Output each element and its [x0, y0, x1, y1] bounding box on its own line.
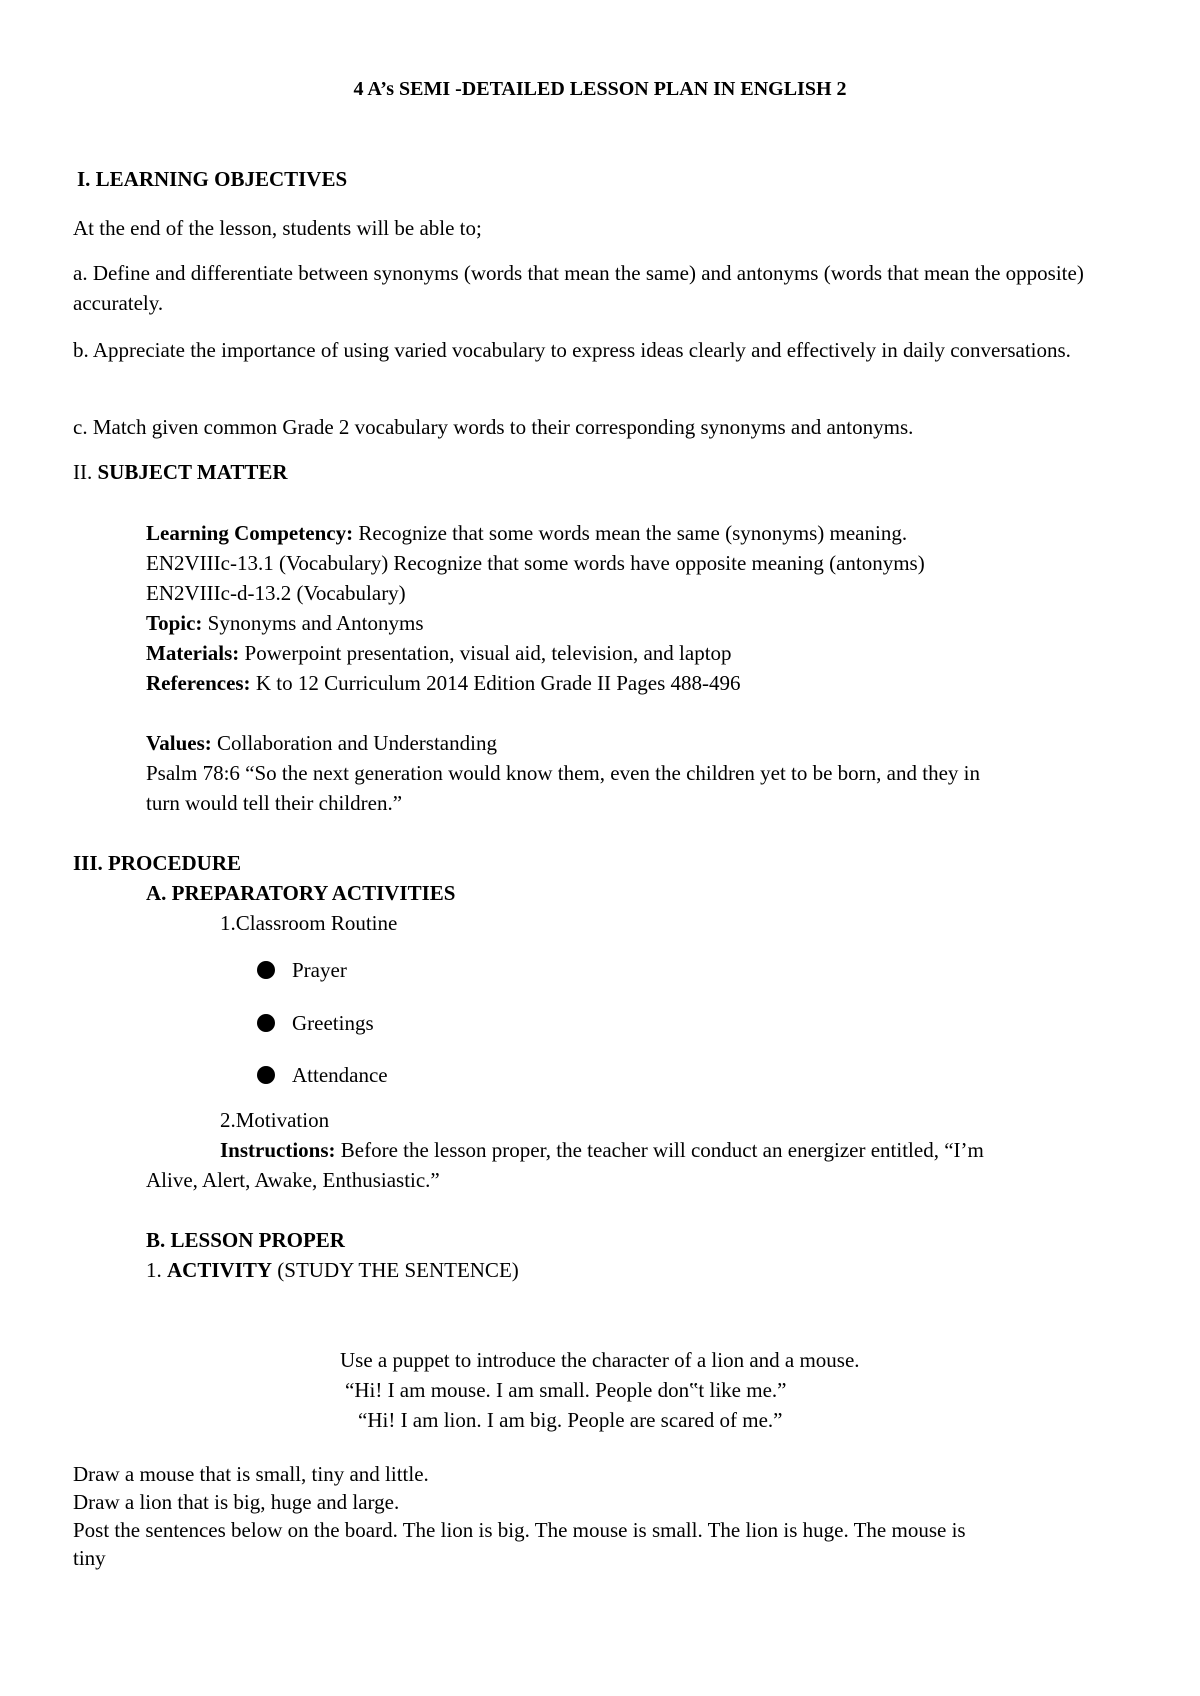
- instructions-label: Instructions:: [220, 1138, 336, 1162]
- routine-item-prayer: [257, 955, 347, 985]
- activity-label: ACTIVITY: [167, 1258, 273, 1282]
- activity-subtitle: (STUDY THE SENTENCE): [277, 1258, 519, 1282]
- puppet-line-3: “Hi! I am lion. I am big. People are scared of me.”: [358, 1408, 783, 1432]
- routine-item-label: Greetings: [292, 1011, 374, 1035]
- objective-c: c. Match given common Grade 2 vocabulary words to their corresponding synonyms and antonyms.: [73, 415, 914, 439]
- instructions-line: [220, 1135, 1140, 1165]
- activity-number: 1.: [146, 1258, 162, 1282]
- objectives-heading: I. LEARNING OBJECTIVES: [77, 167, 348, 191]
- competency-line-2: EN2VIIIc-13.1 (Vocabulary) Recognize that some words have opposite meaning (antonyms): [146, 551, 925, 575]
- routine-item-label: Prayer: [292, 958, 347, 982]
- objective-b: b. Appreciate the importance of using varied vocabulary to express ideas clearly and effectively in daily conversations.: [73, 338, 1071, 362]
- lesson-proper-heading: B. LESSON PROPER: [146, 1228, 345, 1252]
- bullet-icon: [257, 1066, 275, 1084]
- routine-item-greetings: [257, 1008, 374, 1038]
- draw-line-2: Draw a lion that is big, huge and large.: [73, 1490, 400, 1514]
- bullet-icon: [257, 961, 275, 979]
- references-line: [146, 668, 1136, 698]
- psalm-line-1: Psalm 78:6 “So the next generation would know them, even the children yet to be born, and they in: [146, 761, 980, 785]
- puppet-line-2: “Hi! I am mouse. I am small. People don‟t like me.”: [345, 1378, 787, 1402]
- subject-matter-heading: [73, 457, 288, 487]
- topic-label: Topic:: [146, 611, 203, 635]
- subject-matter-number: II.: [73, 460, 93, 484]
- routine-item-label: Attendance: [292, 1063, 388, 1087]
- draw-line-4: tiny: [73, 1546, 106, 1570]
- puppet-line-1: Use a puppet to introduce the character of a lion and a mouse.: [340, 1348, 860, 1372]
- topic-text: Synonyms and Antonyms: [207, 611, 424, 635]
- instructions-line-2: Alive, Alert, Awake, Enthusiastic.”: [146, 1168, 440, 1192]
- values-line: [146, 728, 1136, 758]
- competency-line-3: EN2VIIIc-d-13.2 (Vocabulary): [146, 581, 406, 605]
- activity-line: [146, 1255, 519, 1285]
- draw-line-3: Post the sentences below on the board. The lion is big. The mouse is small. The lion is huge. The mouse is: [73, 1518, 966, 1542]
- references-label: References:: [146, 671, 251, 695]
- motivation-label: 2.Motivation: [220, 1108, 330, 1132]
- preparatory-heading: A. PREPARATORY ACTIVITIES: [146, 881, 456, 905]
- draw-line-1: Draw a mouse that is small, tiny and little.: [73, 1462, 429, 1486]
- materials-label: Materials:: [146, 641, 240, 665]
- objective-a: a. Define and differentiate between synonyms (words that mean the same) and antonyms (words that mean the opposite) accurately.: [73, 261, 1084, 315]
- psalm-line-2: turn would tell their children.”: [146, 791, 403, 815]
- competency-label: Learning Competency:: [146, 521, 354, 545]
- materials-line: [146, 638, 1136, 668]
- references-text: K to 12 Curriculum 2014 Edition Grade II Pages 488-496: [255, 671, 741, 695]
- learning-competency: [146, 518, 1136, 548]
- procedure-heading: III. PROCEDURE: [73, 851, 242, 875]
- materials-text: Powerpoint presentation, visual aid, television, and laptop: [244, 641, 732, 665]
- routine-item-attendance: [257, 1060, 388, 1090]
- page-title: 4 A’s SEMI -DETAILED LESSON PLAN IN ENGLISH 2: [353, 78, 847, 100]
- competency-text: Recognize that some words mean the same (synonyms) meaning.: [358, 521, 908, 545]
- topic-line: [146, 608, 1136, 638]
- subject-matter-title: SUBJECT MATTER: [97, 460, 288, 484]
- bullet-icon: [257, 1014, 275, 1032]
- classroom-routine-label: 1.Classroom Routine: [220, 911, 398, 935]
- values-label: Values:: [146, 731, 212, 755]
- values-text: Collaboration and Understanding: [217, 731, 497, 755]
- objectives-intro: At the end of the lesson, students will be able to;: [73, 216, 482, 240]
- instructions-text: Before the lesson proper, the teacher will conduct an energizer entitled, “I’m: [340, 1138, 984, 1162]
